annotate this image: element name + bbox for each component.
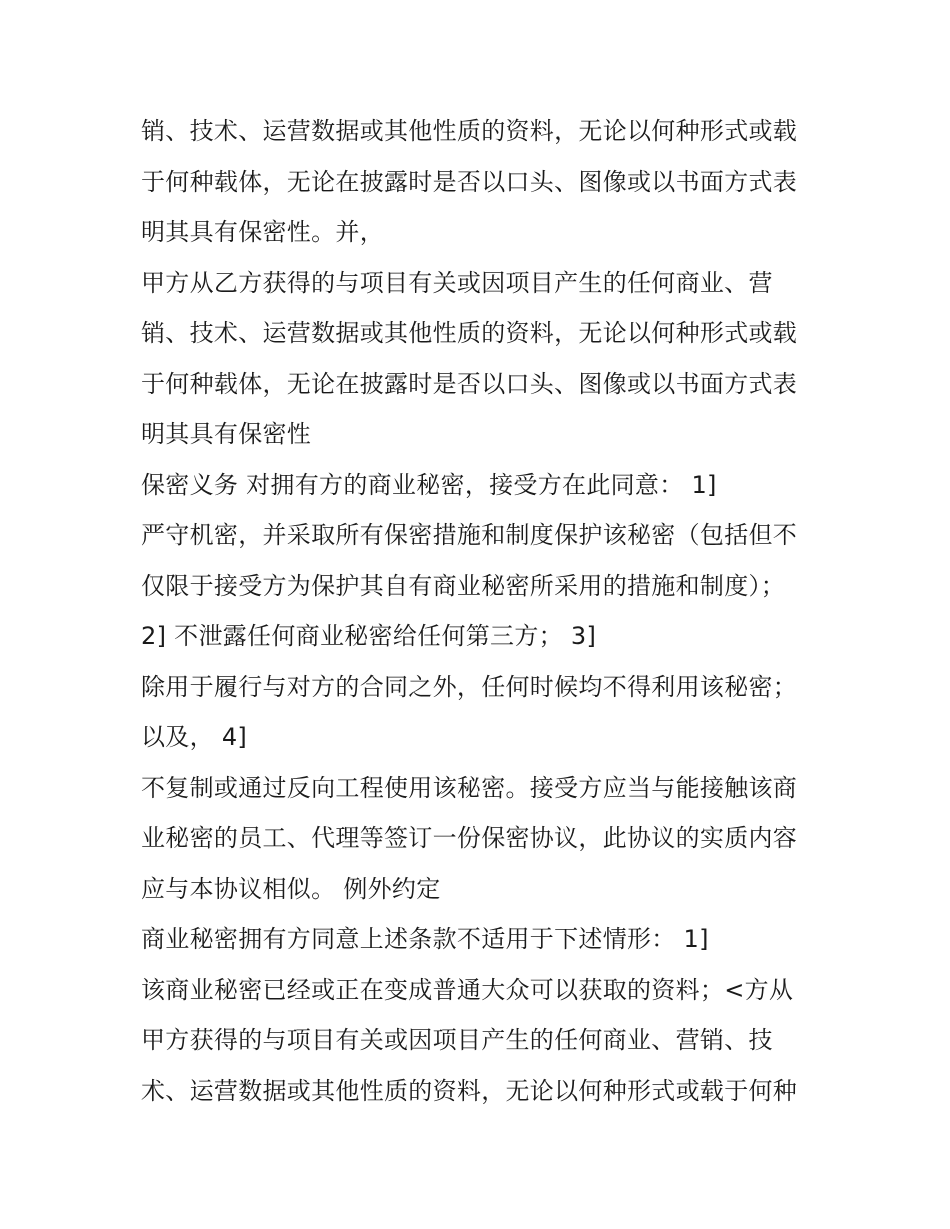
text-line: 于何种载体，无论在披露时是否以口头、图像或以书面方式表 [141, 369, 798, 398]
text-line: 仅限于接受方为保护其自有商业秘密所采用的措施和制度）； [141, 571, 786, 600]
text-line: 销、技术、运营数据或其他性质的资料，无论以何种形式或载 [141, 117, 798, 145]
text-line: 以及， 4] [141, 723, 248, 751]
text-line: 商业秘密拥有方同意上述条款不适用于下述情形： 1] [141, 925, 709, 953]
text-line: 于何种载体，无论在披露时是否以口头、图像或以书面方式表 [141, 167, 798, 196]
text-line: 应与本协议相似。 例外约定 [141, 874, 441, 903]
text-line: 严守机密，并采取所有保密措施和制度保护该秘密（包括但不 [141, 521, 798, 549]
text-line: 明其具有保密性 [141, 420, 312, 448]
document-body [141, 106, 841, 1116]
text-line: 不复制或通过反向工程使用该秘密。接受方应当与能接触该商 [141, 773, 798, 802]
text-line: 该商业秘密已经或正在变成普通大众可以获取的资料；<方从 [141, 975, 794, 1004]
text-line: 甲方获得的与项目有关或因项目产生的任何商业、营销、技 [141, 1026, 773, 1054]
text-line: 2] 不泄露任何商业秘密给任何第三方； 3] [141, 622, 597, 650]
text-line: 除用于履行与对方的合同之外，任何时候均不得利用该秘密； [141, 672, 798, 701]
text-line: 术、运营数据或其他性质的资料，无论以何种形式或载于何种 [141, 1076, 798, 1105]
text-line: 甲方从乙方获得的与项目有关或因项目产生的任何商业、营 [141, 268, 773, 297]
text-line: 保密义务 对拥有方的商业秘密，接受方在此同意： 1] [141, 470, 717, 499]
text-line: 业秘密的员工、代理等签订一份保密协议，此协议的实质内容 [141, 824, 798, 852]
text-line: 销、技术、运营数据或其他性质的资料，无论以何种形式或载 [141, 319, 798, 347]
text-line: 明其具有保密性。并， [141, 218, 384, 246]
